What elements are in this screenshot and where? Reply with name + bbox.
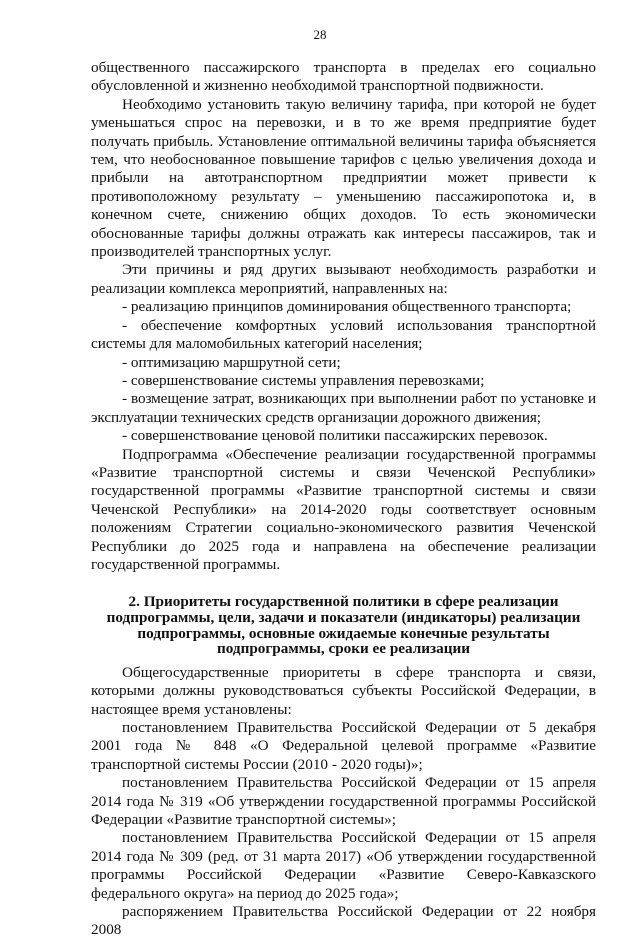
paragraph-order-2008: распоряжением Правительства Российской Федерации от 22 ноября 2008 — [91, 903, 596, 939]
list-item: - оптимизацию маршрутной сети; — [122, 353, 341, 371]
page-number: 28 — [313, 27, 327, 42]
paragraph-decree-848: постановлением Правительства Российской Федерации от 5 декабря 2001 года № 848 «О Федеральной целевой программе «Развитие транспортной системы России (2010 - 2020 годы)»; — [91, 718, 596, 773]
paragraph-decree-309: постановлением Правительства Российской Федерации от 15 апреля 2014 года № 309 (ред. от 31 марта 2017) «Об утверждении государственной программы Российской Федерации «Развитие Северо-Кавказского федерального округа» на период до 2025 года»; — [91, 829, 596, 902]
list-item: - реализацию принципов доминирования общественного транспорта; — [122, 298, 572, 316]
list-item: - совершенствование системы управления перевозками; — [122, 371, 485, 389]
section-heading: 2. Приоритеты государственной политики в сфере реализации подпрограммы, цели, задачи и показатели (индикаторы) реализации подпрограммы, основные ожидаемые конечные результаты подпрограммы, сроки ее реализации — [106, 593, 581, 658]
paragraph-reasons: Эти причины и ряд других вызывают необходимость разработки и реализации комплекса мероприятий, направленных на: — [91, 261, 596, 297]
paragraph-priorities: Общегосударственные приоритеты в сфере транспорта и связи, которыми должны руководствоваться субъекты Российской Федерации, в настоящее время установлены: — [91, 663, 596, 718]
paragraph-transport-mobility: общественного пассажирского транспорта в пределах его социально обусловленной и жизненно необходимой транспортной подвижности. — [91, 59, 596, 95]
measures-list — [91, 298, 596, 445]
list-item: - обеспечение комфортных условий использования транспортной системы для маломобильных категорий населения; — [91, 316, 596, 353]
list-item: - совершенствование ценовой политики пассажирских перевозок. — [122, 427, 548, 445]
list-item: - возмещение затрат, возникающих при выполнении работ по установке и эксплуатации технических средств организации дорожного движения; — [91, 390, 596, 426]
paragraph-decree-319: постановлением Правительства Российской Федерации от 15 апреля 2014 года № 319 «Об утверждении государственной программы Российской Федерации «Развитие транспортной системы»; — [91, 774, 596, 828]
document-body — [91, 59, 596, 940]
paragraph-subprogram: Подпрограмма «Обеспечение реализации государственной программы «Развитие транспортной системы и связи Чеченской Республики» государственной программы «Развитие транспортной системы и связи Чеченской Республики» на 2014-2020 годы соответствует основным положениям Стратегии социально-экономического развития Чеченской Республики до 2025 года и направлена на обеспечение реализации государственной программы. — [91, 445, 596, 573]
paragraph-tariff: Необходимо установить такую величину тарифа, при которой не будет уменьшаться спрос на перевозки, и в то же время предприятие будет получать прибыль. Установление оптимальной величины тарифа объясняется тем, что необоснованное повышение тарифов с целью увеличения дохода и прибыли на автотранспортном предприятии может привести к противоположному результату – уменьшению пассажиропотока и, в конечном счете, снижению общих доходов. То есть экономически обоснованные тарифы должны отражать как интересы пассажиров, так и производителей транспортных услуг. — [91, 95, 596, 261]
